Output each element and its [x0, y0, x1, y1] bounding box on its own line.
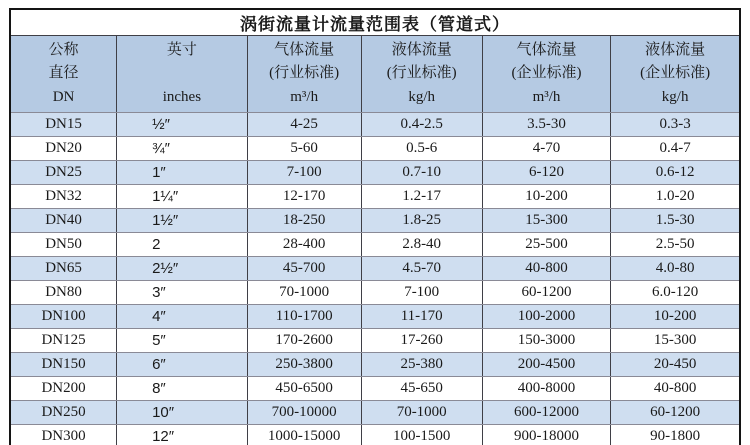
cell-dn: DN15 — [10, 113, 117, 137]
cell-dn: DN40 — [10, 209, 117, 233]
cell-inches: 12″ — [117, 425, 248, 445]
cell-liquid-enterprise: 90-1800 — [611, 425, 740, 445]
cell-liquid-industry: 0.7-10 — [361, 161, 482, 185]
column-header-liquid-enterprise: 液体流量 (企业标准) kg/h — [611, 36, 740, 113]
cell-dn: DN250 — [10, 401, 117, 425]
table-row — [10, 113, 740, 137]
column-header-liquid-industry: 液体流量 (行业标准) kg/h — [361, 36, 482, 113]
title-row — [10, 9, 740, 36]
cell-liquid-enterprise: 10-200 — [611, 305, 740, 329]
column-header-gas-enterprise: 气体流量 (企业标准) m³/h — [482, 36, 610, 113]
cell-liquid-industry: 70-1000 — [361, 401, 482, 425]
cell-inches: 5″ — [117, 329, 248, 353]
cell-inches: 10″ — [117, 401, 248, 425]
cell-dn: DN32 — [10, 185, 117, 209]
cell-inches: 4″ — [117, 305, 248, 329]
cell-inches: 3″ — [117, 281, 248, 305]
cell-dn: DN300 — [10, 425, 117, 445]
cell-dn: DN200 — [10, 377, 117, 401]
cell-gas-enterprise: 10-200 — [482, 185, 610, 209]
cell-liquid-industry: 45-650 — [361, 377, 482, 401]
cell-inches: 2 — [117, 233, 248, 257]
cell-liquid-enterprise: 1.0-20 — [611, 185, 740, 209]
cell-gas-enterprise: 900-18000 — [482, 425, 610, 445]
cell-gas-industry: 28-400 — [247, 233, 361, 257]
cell-gas-industry: 110-1700 — [247, 305, 361, 329]
cell-gas-industry: 7-100 — [247, 161, 361, 185]
cell-liquid-industry: 4.5-70 — [361, 257, 482, 281]
cell-liquid-enterprise: 0.6-12 — [611, 161, 740, 185]
cell-gas-enterprise: 40-800 — [482, 257, 610, 281]
cell-gas-industry: 700-10000 — [247, 401, 361, 425]
cell-gas-industry: 4-25 — [247, 113, 361, 137]
flow-range-table — [9, 8, 741, 445]
cell-liquid-industry: 2.8-40 — [361, 233, 482, 257]
cell-liquid-enterprise: 15-300 — [611, 329, 740, 353]
cell-gas-industry: 12-170 — [247, 185, 361, 209]
table-row — [10, 425, 740, 445]
cell-liquid-industry: 11-170 — [361, 305, 482, 329]
table-row — [10, 329, 740, 353]
cell-dn: DN25 — [10, 161, 117, 185]
cell-gas-enterprise: 3.5-30 — [482, 113, 610, 137]
table-row — [10, 185, 740, 209]
cell-inches: 1″ — [117, 161, 248, 185]
table-row — [10, 401, 740, 425]
cell-gas-enterprise: 600-12000 — [482, 401, 610, 425]
column-header-dn: 公称 直径 DN — [10, 36, 117, 113]
cell-liquid-industry: 0.5-6 — [361, 137, 482, 161]
cell-liquid-enterprise: 6.0-120 — [611, 281, 740, 305]
cell-inches: ¾″ — [117, 137, 248, 161]
cell-inches: 2½″ — [117, 257, 248, 281]
cell-gas-industry: 5-60 — [247, 137, 361, 161]
cell-liquid-industry: 0.4-2.5 — [361, 113, 482, 137]
cell-liquid-industry: 17-260 — [361, 329, 482, 353]
cell-gas-industry: 18-250 — [247, 209, 361, 233]
cell-dn: DN125 — [10, 329, 117, 353]
cell-gas-enterprise: 60-1200 — [482, 281, 610, 305]
table-row — [10, 137, 740, 161]
cell-liquid-enterprise: 1.5-30 — [611, 209, 740, 233]
cell-liquid-enterprise: 40-800 — [611, 377, 740, 401]
table-row — [10, 233, 740, 257]
cell-inches: ½″ — [117, 113, 248, 137]
table-row — [10, 209, 740, 233]
cell-liquid-enterprise: 0.4-7 — [611, 137, 740, 161]
cell-gas-enterprise: 150-3000 — [482, 329, 610, 353]
column-header-inches: 英寸 inches — [117, 36, 248, 113]
cell-gas-enterprise: 4-70 — [482, 137, 610, 161]
cell-liquid-enterprise: 20-450 — [611, 353, 740, 377]
cell-gas-industry: 250-3800 — [247, 353, 361, 377]
cell-dn: DN20 — [10, 137, 117, 161]
cell-dn: DN80 — [10, 281, 117, 305]
cell-dn: DN65 — [10, 257, 117, 281]
cell-dn: DN50 — [10, 233, 117, 257]
cell-gas-enterprise: 6-120 — [482, 161, 610, 185]
table-title: 涡街流量计流量范围表（管道式） — [10, 9, 740, 36]
table-row — [10, 257, 740, 281]
cell-liquid-industry: 1.8-25 — [361, 209, 482, 233]
cell-gas-industry: 70-1000 — [247, 281, 361, 305]
cell-gas-industry: 1000-15000 — [247, 425, 361, 445]
cell-gas-industry: 450-6500 — [247, 377, 361, 401]
cell-liquid-enterprise: 60-1200 — [611, 401, 740, 425]
column-header-gas-industry: 气体流量 (行业标准) m³/h — [247, 36, 361, 113]
cell-liquid-industry: 100-1500 — [361, 425, 482, 445]
cell-inches: 6″ — [117, 353, 248, 377]
cell-liquid-enterprise: 0.3-3 — [611, 113, 740, 137]
cell-gas-enterprise: 400-8000 — [482, 377, 610, 401]
cell-liquid-industry: 7-100 — [361, 281, 482, 305]
table-row — [10, 161, 740, 185]
cell-liquid-industry: 1.2-17 — [361, 185, 482, 209]
table-row — [10, 281, 740, 305]
cell-dn: DN150 — [10, 353, 117, 377]
cell-gas-enterprise: 25-500 — [482, 233, 610, 257]
cell-inches: 1½″ — [117, 209, 248, 233]
cell-dn: DN100 — [10, 305, 117, 329]
cell-liquid-industry: 25-380 — [361, 353, 482, 377]
table-row — [10, 353, 740, 377]
cell-gas-enterprise: 100-2000 — [482, 305, 610, 329]
table-row — [10, 377, 740, 401]
cell-liquid-enterprise: 4.0-80 — [611, 257, 740, 281]
cell-inches: 1¼″ — [117, 185, 248, 209]
cell-liquid-enterprise: 2.5-50 — [611, 233, 740, 257]
cell-gas-enterprise: 200-4500 — [482, 353, 610, 377]
cell-gas-industry: 45-700 — [247, 257, 361, 281]
header-row — [10, 36, 740, 113]
cell-inches: 8″ — [117, 377, 248, 401]
table-row — [10, 305, 740, 329]
cell-gas-enterprise: 15-300 — [482, 209, 610, 233]
cell-gas-industry: 170-2600 — [247, 329, 361, 353]
